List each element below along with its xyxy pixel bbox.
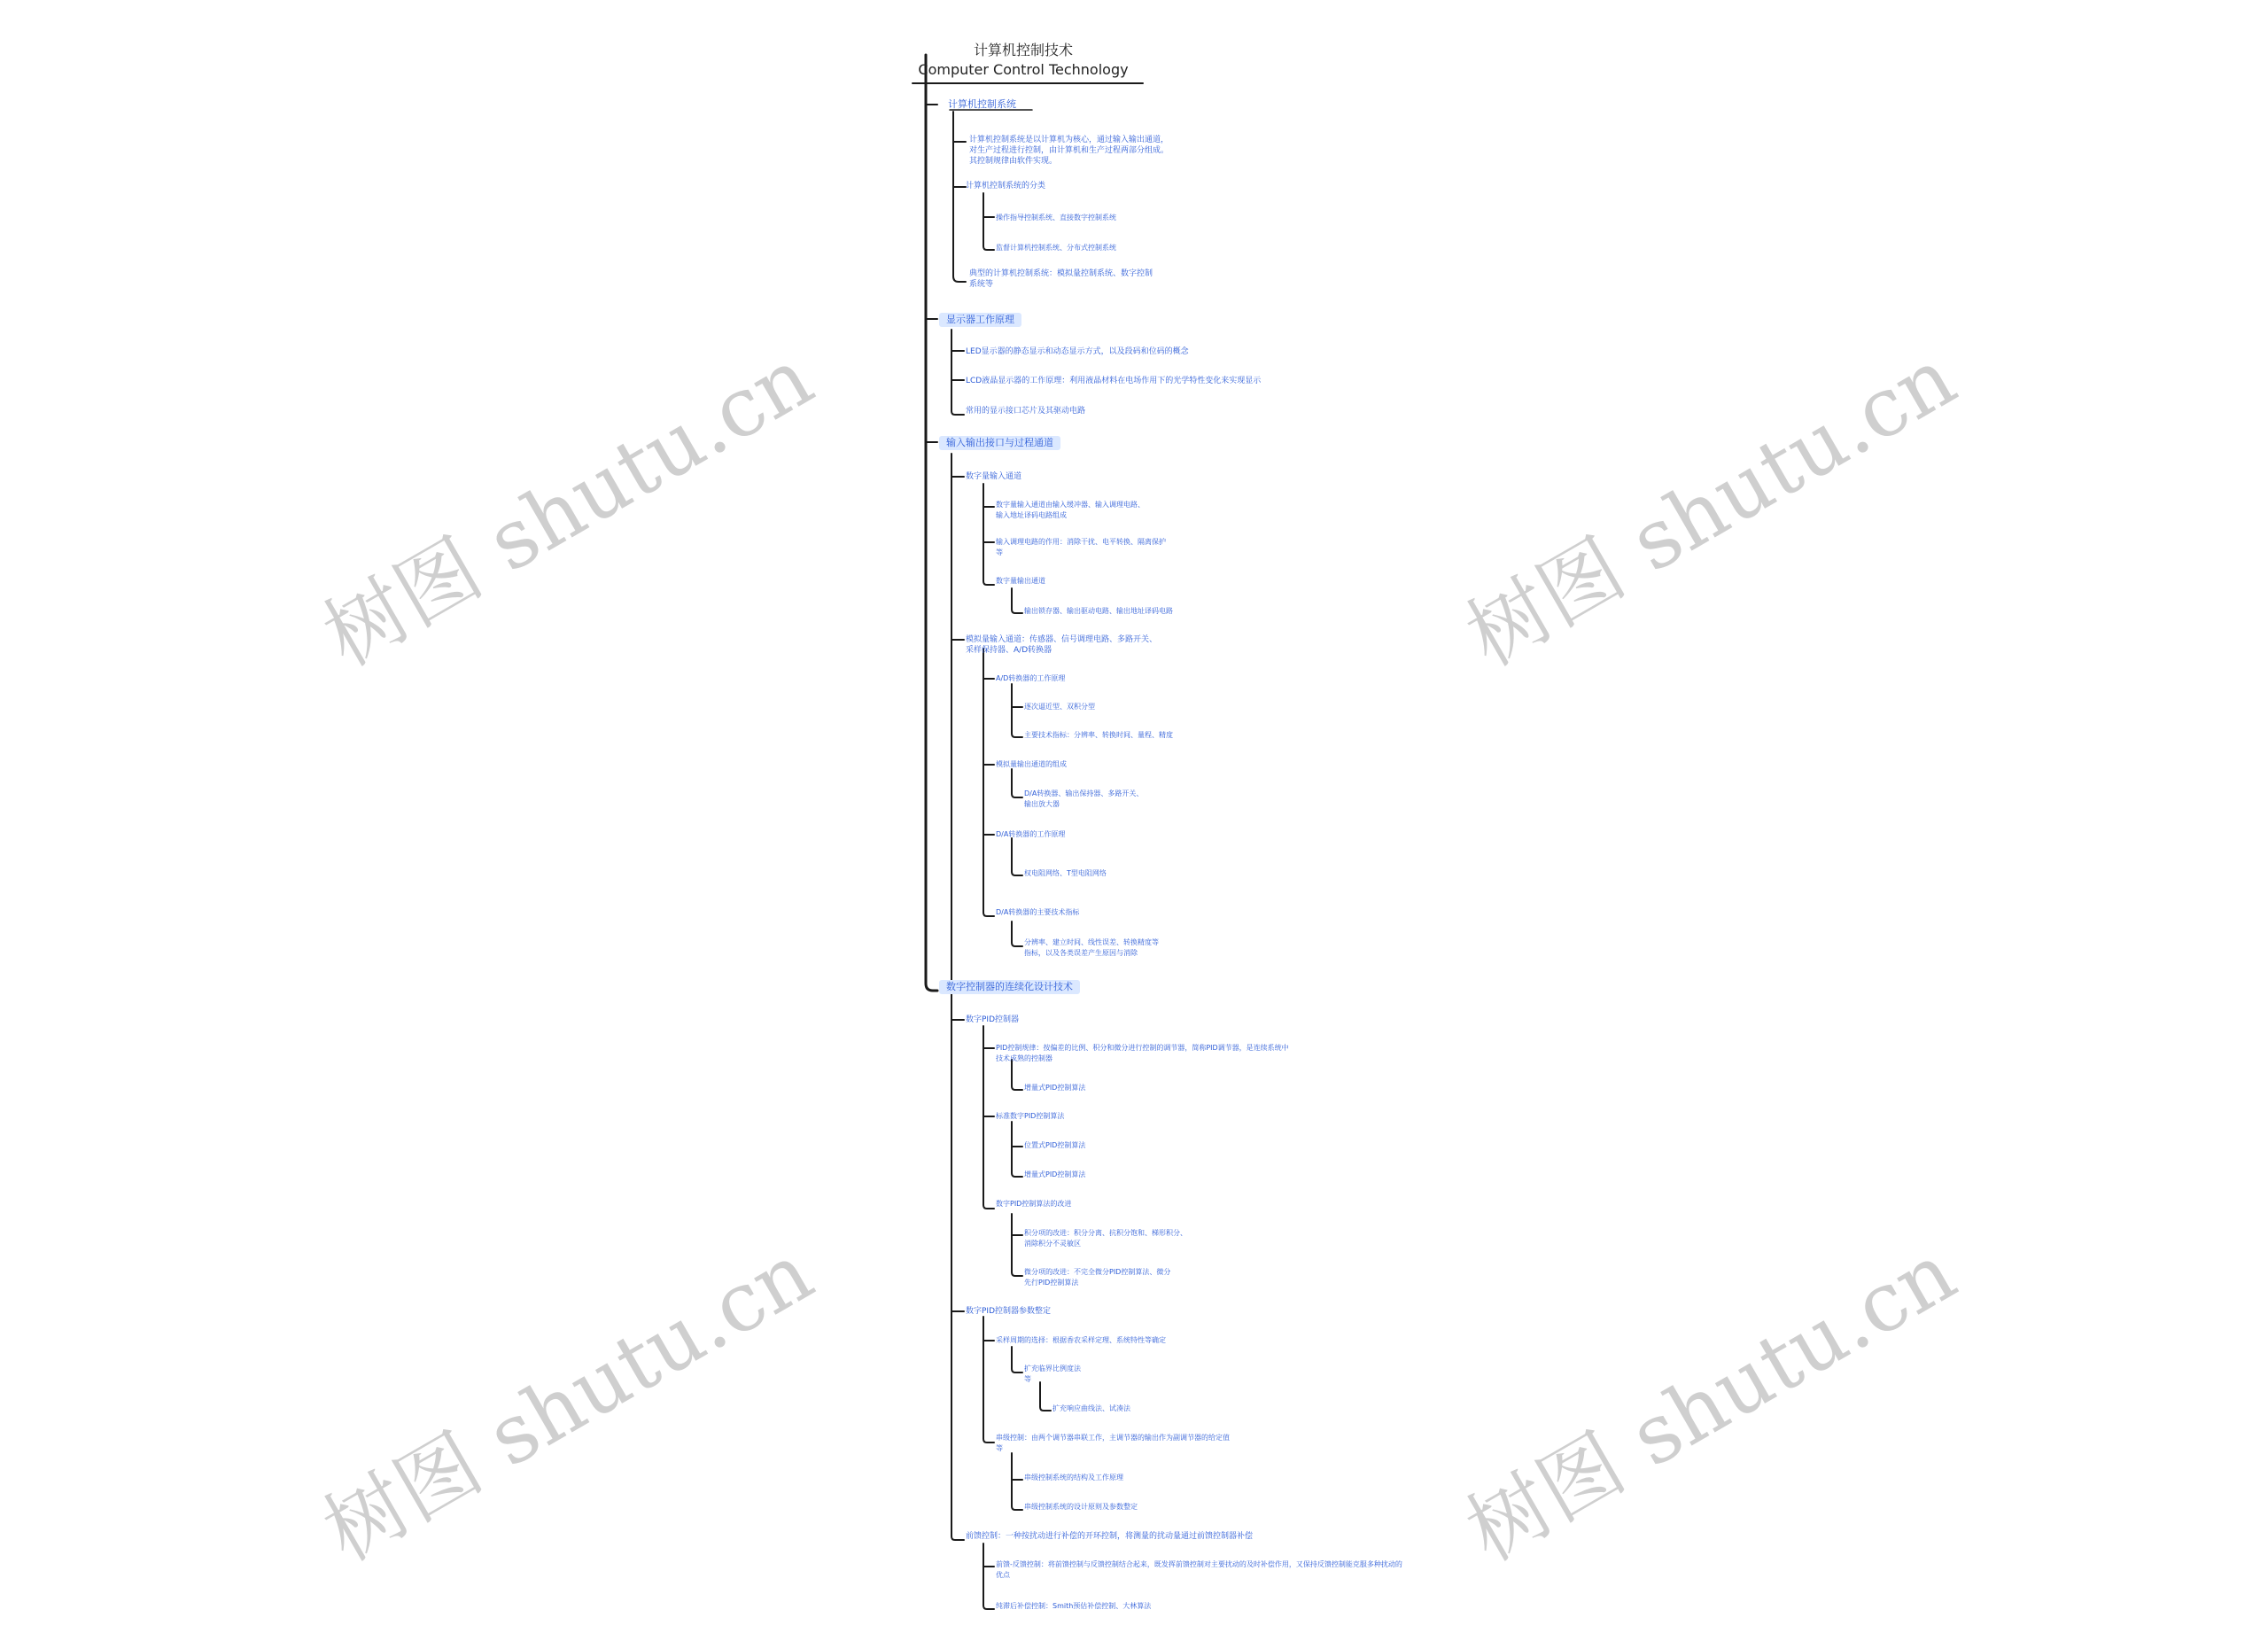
node-n8[interactable]: LED显示器的静态显示和动态显示方式，以及段码和位码的概念 (966, 347, 1189, 356)
node-n24[interactable]: 权电阻网络、T型电阻网络 (1024, 869, 1107, 877)
node-n22[interactable]: D/A转换器、输出保持器、多路开关、 输出放大器 (1024, 789, 1144, 808)
connector-line (1012, 769, 1022, 797)
connector-line (1012, 1060, 1022, 1090)
node-n33[interactable]: 增量式PID控制算法 (1024, 1170, 1086, 1178)
node-n7[interactable]: 显示器工作原理 (939, 313, 1021, 327)
node-n5[interactable]: 监督计算机控制系统、分布式控制系统 (996, 244, 1116, 252)
node-n9[interactable]: LCD液晶显示器的工作原理：利用液晶材料在电场作用下的光学特性变化来实现显示 (966, 377, 1262, 385)
connector-line (1040, 1382, 1051, 1411)
connector-line (1012, 684, 1022, 737)
connector-line (1012, 838, 1022, 875)
node-n17[interactable]: 模拟量输入通道：传感器、信号调理电路、多路开关、 采样保持器、A/D转换器 (966, 635, 1158, 655)
node-n4[interactable]: 操作指导控制系统、直接数字控制系统 (996, 214, 1116, 222)
node-n20[interactable]: 主要技术指标：分辨率、转换时间、量程、精度 (1024, 731, 1173, 739)
node-n16[interactable]: 输出锁存器、输出驱动电路、输出地址译码电路 (1024, 607, 1173, 615)
node-n32[interactable]: 位置式PID控制算法 (1024, 1141, 1086, 1149)
node-n12[interactable]: 数字量输入通道 (966, 472, 1022, 481)
node-n23[interactable]: D/A转换器的工作原理 (996, 830, 1066, 838)
watermark: 树图 shutu.cn (1451, 1225, 1971, 1580)
node-n13[interactable]: 数字量输入通道由输入缓冲器、输入调理电路、 输入地址译码电路组成 (996, 501, 1145, 519)
node-n1[interactable]: 计算机控制系统 (948, 98, 1016, 110)
node-n36[interactable]: 微分项的改进：不完全微分PID控制算法、微分 先行PID控制算法 (1024, 1268, 1171, 1287)
node-n14[interactable]: 输入调理电路的作用：消除干扰、电平转换、隔离保护 等 (996, 538, 1166, 556)
node-n43[interactable]: 串级控制系统的设计原则及参数整定 (1024, 1503, 1138, 1511)
node-n45[interactable]: 前馈-反馈控制：将前馈控制与反馈控制结合起来，既发挥前馈控制对主要扰动的及时补偿作用，又保持反馈控制能克服多种扰动的 优点 (996, 1560, 1402, 1579)
node-n38[interactable]: 采样周期的选择：根据香农采样定理、系统特性等确定 (996, 1336, 1166, 1344)
watermark: 树图 shutu.cn (308, 330, 828, 685)
connector-line (1012, 1122, 1022, 1177)
root-topic[interactable]: 计算机控制技术 Computer Control Technology (918, 42, 1129, 78)
node-n35[interactable]: 积分项的改进：积分分离、抗积分饱和、梯形积分、 消除积分不灵敏区 (1024, 1229, 1187, 1248)
node-n6[interactable]: 典型的计算机控制系统：模拟量控制系统、数字控制 系统等 (969, 269, 1153, 289)
node-n40[interactable]: 扩充响应曲线法、试凑法 (1052, 1404, 1130, 1412)
connector-line (983, 649, 994, 916)
node-n31[interactable]: 标准数字PID控制算法 (996, 1112, 1065, 1120)
node-n3[interactable]: 计算机控制系统的分类 (966, 182, 1046, 191)
connector-line (983, 1544, 994, 1609)
connector-line (1012, 588, 1022, 613)
node-n46[interactable]: 纯滞后补偿控制：Smith预估补偿控制、大林算法 (996, 1602, 1152, 1610)
node-n29[interactable]: PID控制规律：按偏差的比例、积分和微分进行控制的调节器，简称PID调节器，是连续系统中 技术成熟的控制器 (996, 1044, 1289, 1062)
connector-line (983, 1317, 994, 1442)
node-n11[interactable]: 输入输出接口与过程通道 (939, 436, 1060, 450)
connector-line (953, 112, 966, 282)
node-n2[interactable]: 计算机控制系统是以计算机为核心，通过输入输出通道， 对生产过程进行控制，由计算机和生产过程两部分组成。 其控制规律由软件实现。 (969, 136, 1169, 166)
connector-line (951, 991, 964, 1540)
node-n18[interactable]: A/D转换器的工作原理 (996, 674, 1066, 682)
node-n37[interactable]: 数字PID控制器参数整定 (966, 1307, 1052, 1316)
node-n26[interactable]: 分辨率、建立时间、线性误差、转换精度等 指标，以及各类误差产生原因与消除 (1024, 938, 1159, 957)
connector-line (983, 484, 994, 585)
node-n15[interactable]: 数字量输出通道 (996, 577, 1045, 585)
connector-line (983, 193, 994, 250)
node-n27[interactable]: 数字控制器的连续化设计技术 (939, 980, 1080, 994)
node-n44[interactable]: 前馈控制：一种按扰动进行补偿的开环控制，将测量的扰动量通过前馈控制器补偿 (966, 1532, 1254, 1541)
node-n28[interactable]: 数字PID控制器 (966, 1015, 1020, 1024)
connector-line (1012, 1214, 1022, 1276)
node-n39[interactable]: 扩充临界比例度法 等 (1024, 1365, 1081, 1383)
node-n30[interactable]: 增量式PID控制算法 (1024, 1084, 1086, 1092)
connector-line (926, 55, 937, 991)
node-n25[interactable]: D/A转换器的主要技术指标 (996, 908, 1080, 916)
connector-line (951, 330, 964, 415)
node-n21[interactable]: 模拟量输出通道的组成 (996, 760, 1067, 768)
watermark: 树图 shutu.cn (308, 1225, 828, 1580)
connector-line (1012, 921, 1022, 946)
node-n41[interactable]: 串级控制：由两个调节器串联工作，主调节器的输出作为副调节器的给定值 等 (996, 1434, 1230, 1452)
node-n34[interactable]: 数字PID控制算法的改进 (996, 1200, 1072, 1208)
connector-line (1012, 1453, 1022, 1510)
node-n42[interactable]: 串级控制系统的结构及工作原理 (1024, 1474, 1123, 1481)
watermark: 树图 shutu.cn (1451, 330, 1971, 685)
connector-line (1012, 1347, 1022, 1372)
node-n19[interactable]: 逐次逼近型、双积分型 (1024, 703, 1095, 711)
node-n10[interactable]: 常用的显示接口芯片及其驱动电路 (966, 407, 1086, 416)
